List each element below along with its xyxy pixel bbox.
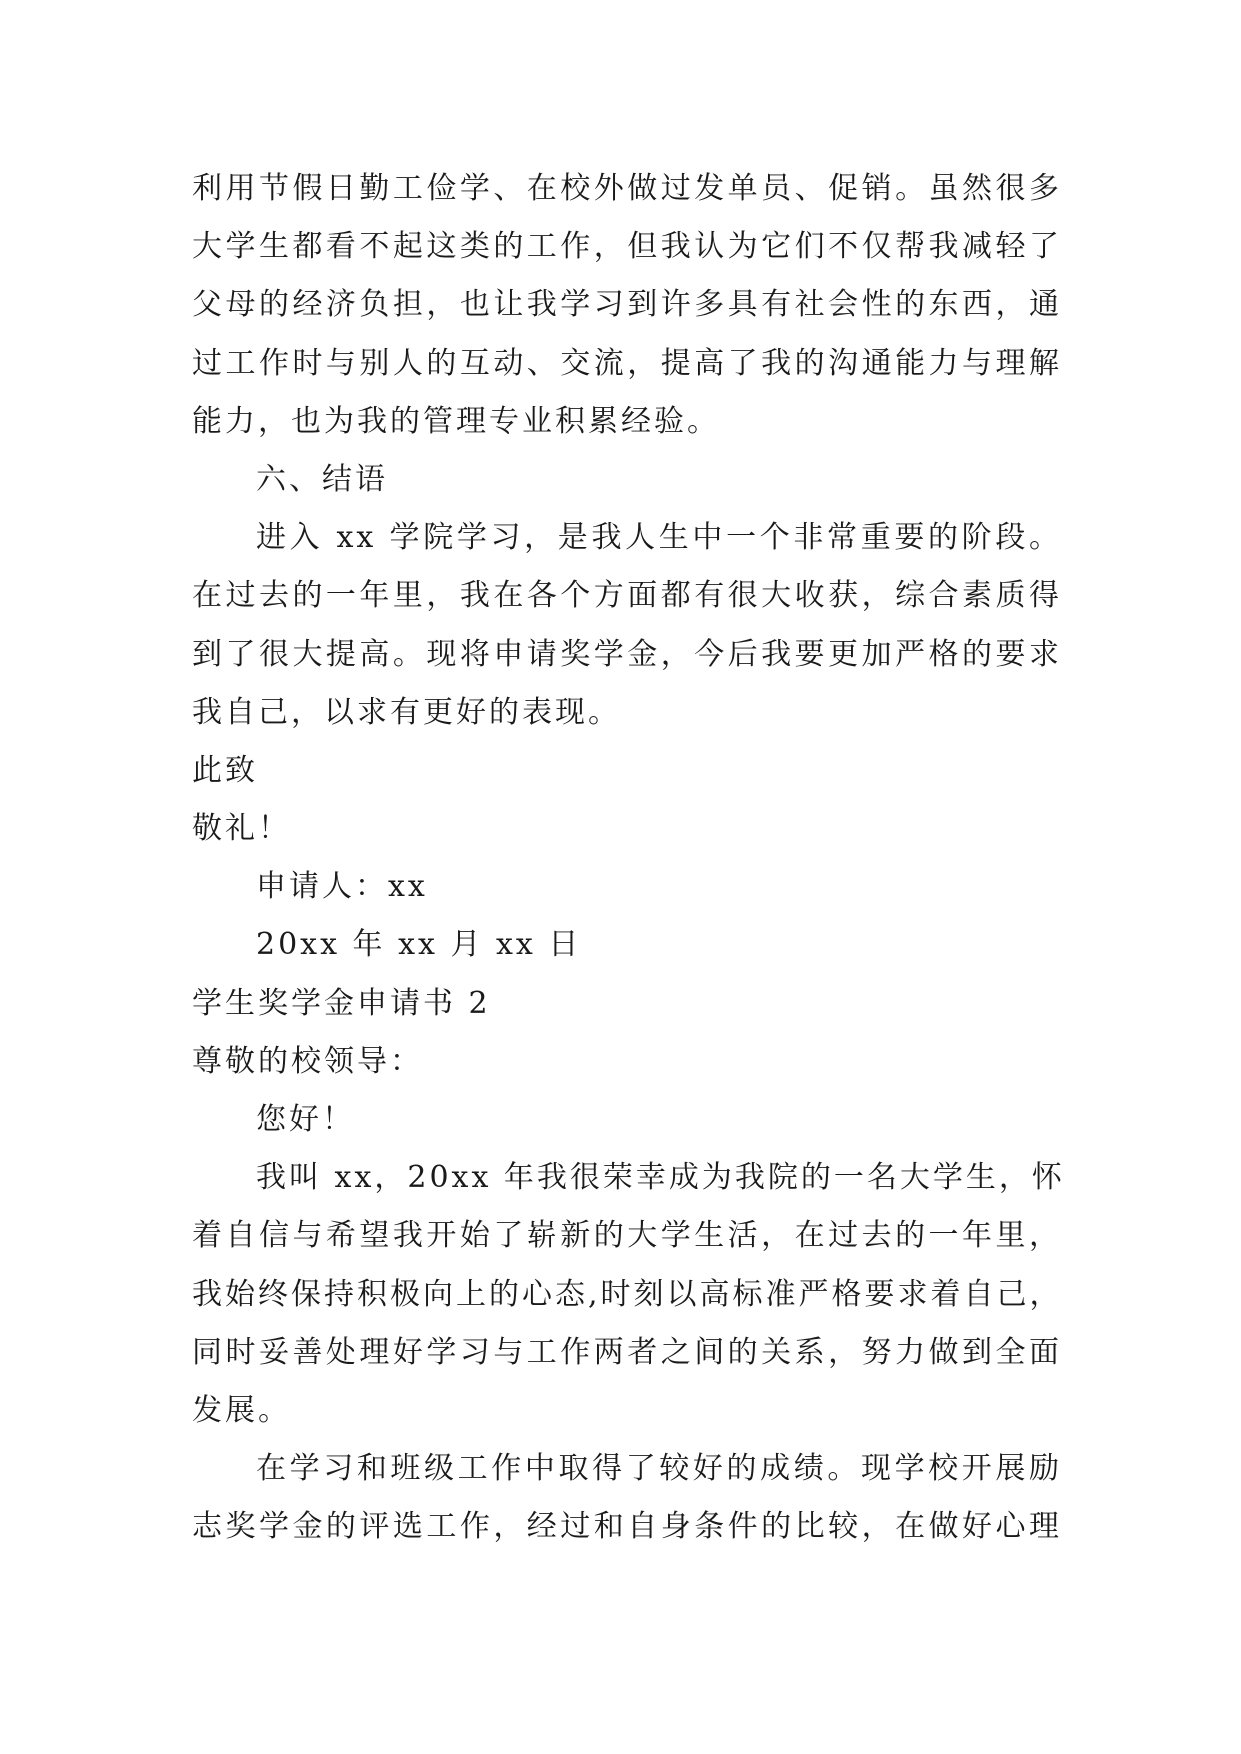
closing-salutation: 敬礼！ [192,811,291,847]
text-line: 过工作时与别人的互动、交流，提高了我的沟通能力与理解 [192,345,1062,381]
text-line: 在学习和班级工作中取得了较好的成绩。现学校开展励 [256,1451,1062,1487]
text-line: 父母的经济负担，也让我学习到许多具有社会性的东西，通 [192,287,1062,323]
signature-date: 20xx 年 xx 月 xx 日 [256,927,582,963]
text-line: 志奖学金的评选工作，经过和自身条件的比较，在做好心理 [192,1509,1062,1545]
text-line: 我始终保持积极向上的心态,时刻以高标准严格要求着自己， [192,1276,1063,1312]
text-line: 发展。 [192,1392,291,1428]
text-line: 我叫 xx，20xx 年我很荣幸成为我院的一名大学生，怀 [256,1160,1065,1196]
text-line: 着自信与希望我开始了崭新的大学生活，在过去的一年里， [192,1218,1062,1254]
text-line: 利用节假日勤工俭学、在校外做过发单员、促销。虽然很多 [192,171,1062,206]
closing-line: 此致 [192,752,258,788]
document-title: 学生奖学金申请书 2 [192,985,491,1021]
applicant-signature: 申请人：xx [256,869,428,905]
text-line: 到了很大提高。现将申请奖学金，今后我要更加严格的要求 [192,636,1062,672]
text-line: 同时妥善处理好学习与工作两者之间的关系，努力做到全面 [192,1334,1062,1370]
text-line: 能力，也为我的管理专业积累经验。 [192,403,720,439]
salutation: 尊敬的校领导： [192,1043,423,1079]
section-heading: 六、结语 [256,461,388,497]
text-line: 我自己，以求有更好的表现。 [192,694,621,730]
text-line: 进入 xx 学院学习，是我人生中一个非常重要的阶段。 [256,520,1062,556]
greeting: 您好！ [256,1102,355,1137]
document-body [192,160,1065,1557]
text-line: 在过去的一年里，我在各个方面都有很大收获，综合素质得 [192,578,1062,614]
text-line: 大学生都看不起这类的工作，但我认为它们不仅帮我减轻了 [192,229,1062,265]
